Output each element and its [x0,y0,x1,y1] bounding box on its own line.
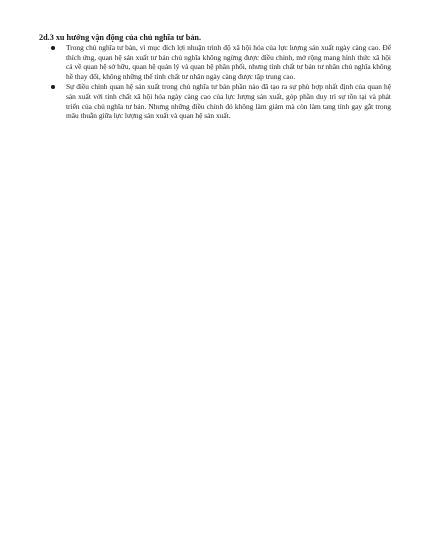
list-item [51,43,391,81]
bullet-icon [51,85,55,89]
list-item [51,82,391,120]
bullet-text: Sự điều chỉnh quan hệ sản xuất trong chủ nghĩa tư bản phần nào đã tạo ra sự phù hợp nhất định của quan hệ sản xuất với tính chất xã hội hóa ngày càng cao của lực lượng sản xuất, góp phần duy trì sự tồn tại và phát triển của chủ nghĩa tư bản. Nhưng những điều chỉnh đó không làm giảm mà còn làm tang tính gay gắt trong mâu thuẫn giữa lực lượng sản xuất và quan hệ sản xuất. [66,82,391,121]
bullet-icon [51,46,55,50]
section-heading: 2d.3 xu hướng vận động của chủ nghĩa tư bản. [39,33,202,42]
bullet-text: Trong chủ nghĩa tư bản, vì mục đích lợi nhuận trình độ xã hội hóa của lực lượng sản xuất ngày càng cao. Để thích ứng, quan hệ sản xuất tư bản chủ nghĩa không ngừng được điều chỉnh, mở rộng mang hình thức xã hội cả về quan hệ sở hữu, quan hệ quản lý và quan hệ phân phối, nhưng tính chất tư bản tư nhân chủ nghĩa không hề thay đổi, không những thế tính chất tư nhân ngày càng được tập trung cao. [66,43,391,81]
bullet-list [51,43,391,121]
